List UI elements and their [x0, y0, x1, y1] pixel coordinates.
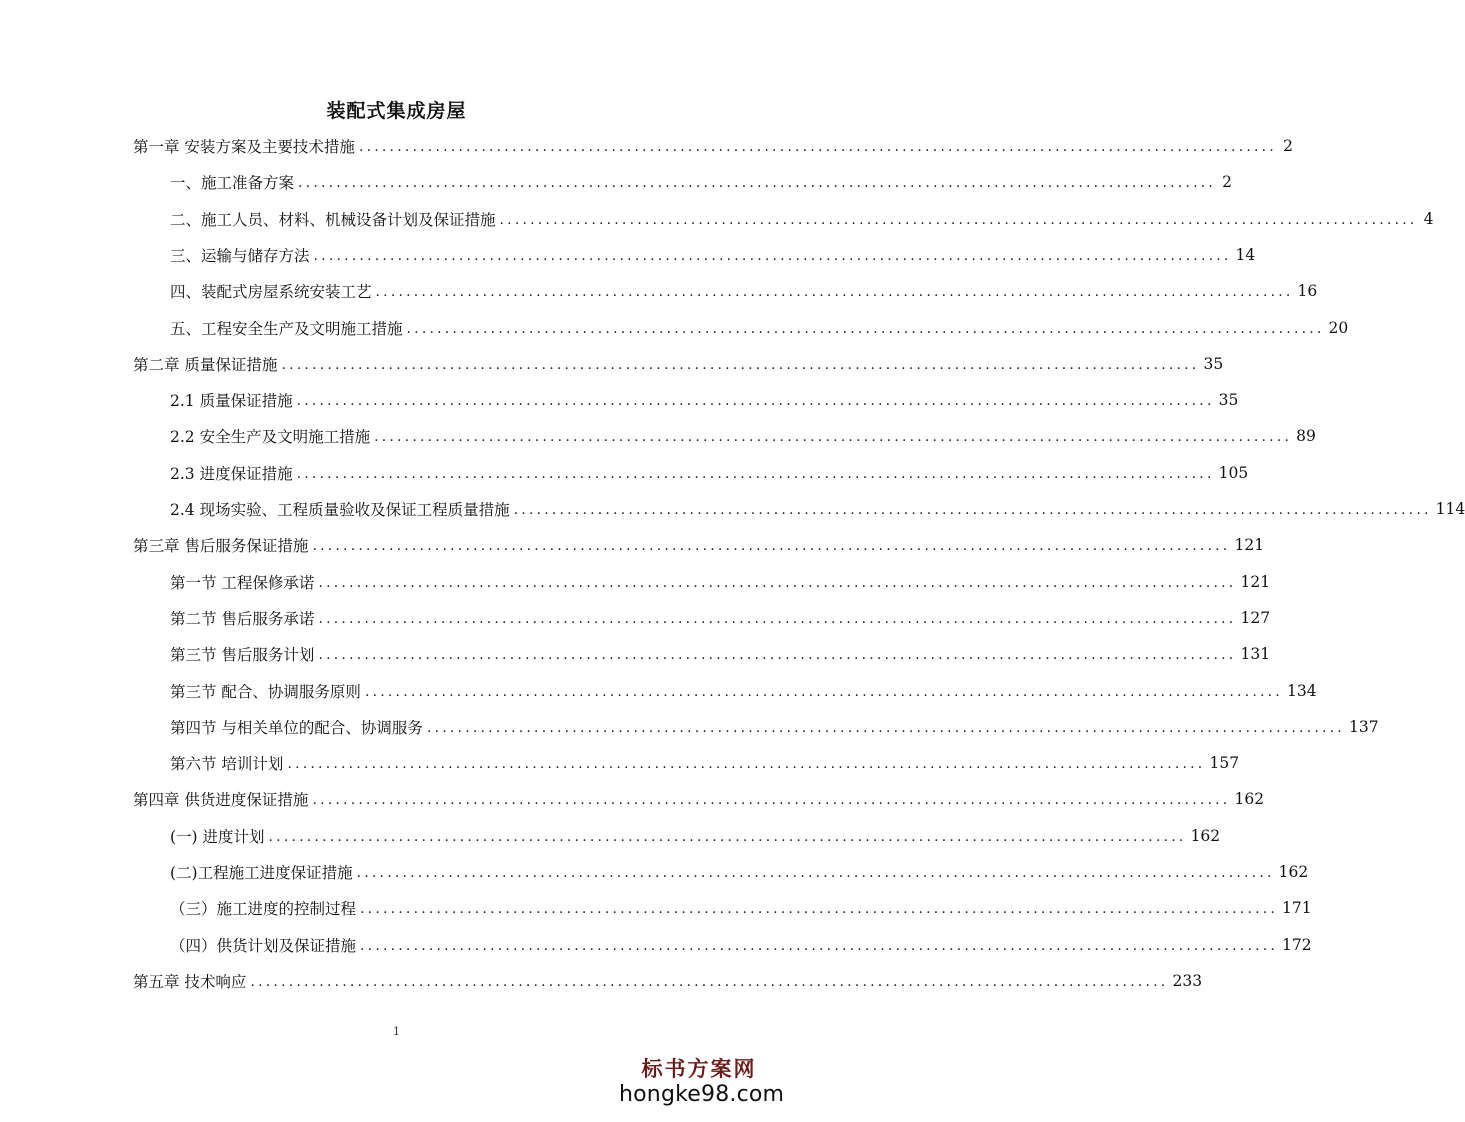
toc-page-number: 134	[1286, 681, 1317, 700]
toc-dot-leader: ........................................................................................................................	[268, 828, 1187, 845]
toc-section-entry[interactable]	[170, 854, 1309, 890]
toc-section-entry[interactable]	[170, 201, 1434, 237]
toc-dot-leader: ........................................................................................................................	[513, 502, 1432, 518]
document-title: 装配式集成房屋	[326, 100, 467, 122]
toc-entry-label: 2.2 安全生产及文明施工措施	[170, 428, 371, 447]
toc-section-entry[interactable]	[170, 455, 1249, 491]
toc-section-entry[interactable]	[170, 818, 1221, 854]
toc-section-entry[interactable]	[170, 709, 1379, 745]
toc-page-number: 2	[1283, 137, 1293, 155]
toc-section-entry[interactable]	[170, 310, 1349, 346]
toc-entry-label: 第一章 安装方案及主要技术措施	[133, 138, 355, 156]
toc-entry-label: 2.1 质量保证措施	[170, 392, 293, 411]
toc-entry-label: 第四章 供货进度保证措施	[133, 791, 309, 810]
toc-page-number: 162	[1234, 790, 1265, 809]
toc-page-number: 114	[1435, 500, 1465, 518]
toc-page-number: 131	[1240, 645, 1271, 664]
toc-page-number: 121	[1234, 536, 1265, 555]
toc-section-entry[interactable]	[170, 564, 1271, 600]
toc-dot-leader: ........................................................................................................................	[313, 247, 1232, 264]
toc-entry-label: 四、装配式房屋系统安装工艺	[170, 283, 372, 302]
toc-dot-leader: ........................................................................................................................	[287, 756, 1206, 773]
toc-dot-leader: ........................................................................................................................	[364, 683, 1283, 700]
toc-dot-leader: ........................................................................................................................	[281, 356, 1200, 373]
toc-entry-label: 第二章 质量保证措施	[133, 355, 278, 374]
toc-entry-label: 第三节 配合、协调服务原则	[170, 682, 361, 701]
toc-entry-label: 三、运输与储存方法	[170, 246, 310, 265]
toc-entry-label: 第四节 与相关单位的配合、协调服务	[170, 718, 423, 737]
toc-page-number: 162	[1190, 826, 1221, 845]
toc-entry-label: 第五章 技术响应	[133, 972, 247, 991]
toc-page-number: 127	[1240, 608, 1271, 627]
toc-section-entry[interactable]	[170, 600, 1271, 636]
watermark-site-name: 标书方案网	[641, 1056, 757, 1081]
toc-section-entry[interactable]	[170, 382, 1239, 418]
toc-page-number: 35	[1218, 391, 1239, 410]
toc-dot-leader: ........................................................................................................................	[360, 901, 1279, 918]
toc-page-number: 2	[1222, 173, 1233, 192]
toc-page-number: 171	[1282, 899, 1312, 918]
toc-section-entry[interactable]	[170, 890, 1312, 926]
toc-page-number: 35	[1203, 354, 1224, 373]
toc-dot-leader: ........................................................................................................................	[374, 429, 1293, 446]
toc-chapter-entry[interactable]	[133, 527, 1265, 563]
toc-section-entry[interactable]	[170, 418, 1316, 454]
toc-page-number: 162	[1278, 863, 1309, 881]
toc-section-entry[interactable]	[170, 164, 1233, 200]
watermark-site-url: hongke98.com	[619, 1082, 785, 1107]
site-watermark-logo	[619, 1056, 785, 1116]
toc-dot-leader: ........................................................................................................................	[318, 647, 1237, 664]
toc-dot-leader: ........................................................................................................................	[250, 973, 1169, 990]
toc-dot-leader: ........................................................................................................................	[312, 792, 1231, 809]
toc-page-number: 121	[1240, 572, 1271, 591]
toc-entry-label: 五、工程安全生产及文明施工措施	[170, 319, 403, 338]
toc-dot-leader: ........................................................................................................................	[406, 320, 1325, 337]
toc-dot-leader: ........................................................................................................................	[312, 538, 1231, 555]
toc-dot-leader: ........................................................................................................................	[426, 719, 1345, 736]
toc-entry-label: 第三章 售后服务保证措施	[133, 537, 309, 556]
toc-entry-label: 第三节 售后服务计划	[170, 646, 315, 665]
toc-chapter-entry[interactable]	[133, 781, 1265, 817]
toc-entry-label: （三）施工进度的控制过程	[170, 900, 357, 919]
toc-page-number: 137	[1348, 717, 1379, 736]
toc-section-entry[interactable]	[170, 745, 1240, 781]
toc-dot-leader: ........................................................................................................................	[360, 937, 1279, 954]
toc-dot-leader: ........................................................................................................................	[318, 610, 1237, 627]
toc-chapter-entry[interactable]	[133, 346, 1224, 382]
toc-section-entry[interactable]	[170, 491, 1465, 527]
toc-page-number: 4	[1423, 209, 1434, 228]
toc-section-entry[interactable]	[170, 673, 1317, 709]
toc-page-number: 233	[1172, 971, 1203, 990]
toc-entry-label: (二)工程施工进度保证措施	[170, 864, 353, 882]
toc-dot-leader: ........................................................................................................................	[296, 465, 1215, 482]
toc-section-entry[interactable]	[170, 237, 1256, 273]
page-number: 1	[393, 1025, 400, 1038]
toc-entry-label: (一) 进度计划	[170, 827, 265, 846]
toc-page-number: 14	[1235, 245, 1256, 264]
toc-dot-leader: ........................................................................................................................	[298, 175, 1217, 192]
toc-dot-leader: ........................................................................................................................	[318, 574, 1237, 591]
toc-chapter-entry[interactable]	[133, 128, 1293, 164]
toc-dot-leader: ........................................................................................................................	[358, 139, 1277, 155]
toc-section-entry[interactable]	[170, 927, 1312, 963]
toc-entry-label: 2.3 进度保证措施	[170, 464, 293, 483]
toc-section-entry[interactable]	[170, 273, 1318, 309]
toc-entry-label: 2.4 现场实验、工程质量验收及保证工程质量措施	[170, 501, 510, 519]
toc-chapter-entry[interactable]	[133, 963, 1203, 999]
toc-entry-label: 一、施工准备方案	[170, 174, 295, 193]
toc-dot-leader: ........................................................................................................................	[356, 865, 1275, 881]
toc-page-number: 20	[1328, 318, 1349, 337]
toc-page-number: 172	[1282, 935, 1312, 954]
toc-page-number: 16	[1297, 282, 1318, 301]
toc-page-number: 157	[1209, 754, 1240, 773]
toc-entry-label: 第一节 工程保修承诺	[170, 573, 315, 592]
toc-page-number: 89	[1296, 427, 1316, 446]
toc-entry-label: （四）供货计划及保证措施	[170, 936, 357, 955]
toc-entry-label: 第六节 培训计划	[170, 755, 284, 774]
toc-dot-leader: ........................................................................................................................	[375, 284, 1294, 301]
toc-dot-leader: ........................................................................................................................	[499, 211, 1418, 228]
toc-page-number: 105	[1218, 463, 1249, 482]
toc-entry-label: 二、施工人员、材料、机械设备计划及保证措施	[170, 210, 496, 229]
toc-dot-leader: ........................................................................................................................	[296, 393, 1215, 410]
toc-entry-label: 第二节 售后服务承诺	[170, 609, 315, 628]
toc-section-entry[interactable]	[170, 636, 1271, 672]
